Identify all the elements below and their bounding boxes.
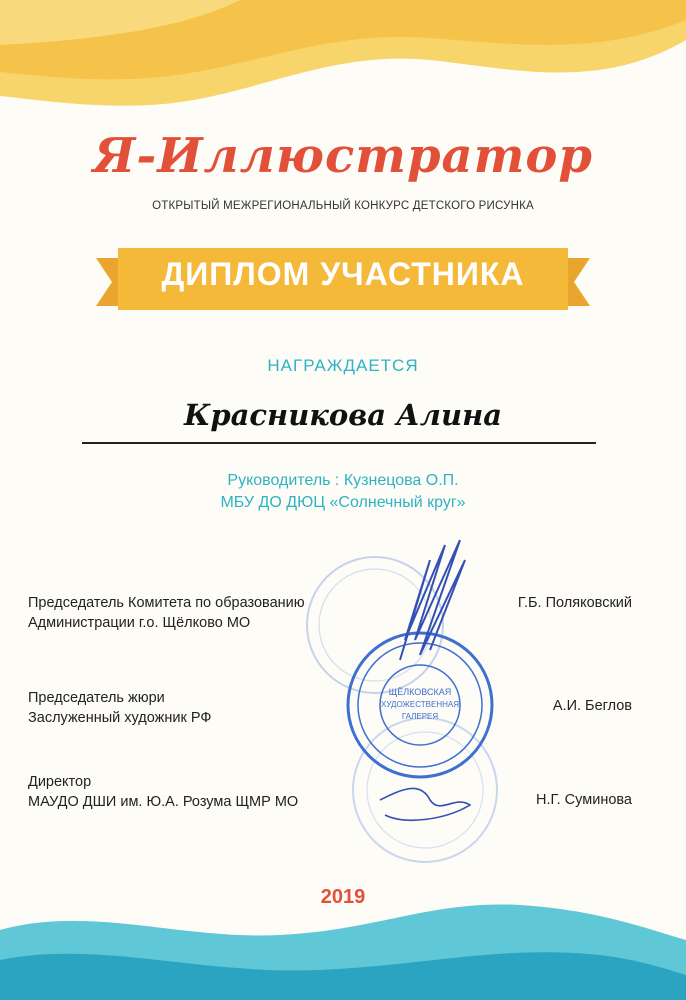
signatory-3-title: [28, 772, 298, 812]
signatory-2-name: А.И. Беглов: [552, 698, 632, 714]
signatory-3-line2: МАУДО ДШИ им. Ю.А. Розума ЩМР МО: [28, 794, 299, 810]
awarded-label: НАГРАЖДАЕТСЯ: [267, 356, 419, 375]
signature-2: [380, 788, 470, 820]
stamp-text-3: ГАЛЕРЕЯ: [401, 712, 439, 721]
faded-stamp-inner: [319, 569, 431, 681]
faded-stamp-lower: [353, 718, 497, 862]
faded-stamp-lower-inner: [367, 732, 483, 848]
organization-line: МБУ ДО ДЮЦ «Солнечный круг»: [220, 494, 466, 511]
contest-subtitle: ОТКРЫТЫЙ МЕЖРЕГИОНАЛЬНЫЙ КОНКУРС ДЕТСКОГО РИСУНКА: [152, 200, 534, 212]
supervisor-line: Руководитель : Кузнецова О.П.: [227, 472, 459, 489]
signatory-1-line2: Администрации г.о. Щёлково МО: [28, 615, 251, 631]
signatory-1-name: Г.Б. Поляковский: [517, 595, 632, 611]
contest-logo: Я-Иллюстратор: [93, 128, 593, 184]
signatory-1-line1: Председатель Комитета по образованию: [28, 595, 305, 611]
stamp-text-2: ХУДОЖЕСТВЕННАЯ: [381, 700, 459, 709]
signatory-1-title: [28, 593, 305, 633]
signatory-3-line1: Директор: [28, 774, 92, 790]
diploma-title: ДИПЛОМ УЧАСТНИКА: [161, 256, 525, 292]
stamp-text-1: ЩЁЛКОВСКАЯ: [388, 687, 452, 697]
signatory-2-line1: Председатель жюри: [28, 690, 165, 706]
signatory-3-name: Н.Г. Суминова: [536, 792, 632, 808]
year: 2019: [320, 886, 366, 908]
recipient-name: Красникова Алина: [183, 398, 503, 432]
signatory-2-title: [28, 688, 211, 728]
signatory-2-line2: Заслуженный художник РФ: [28, 710, 212, 726]
